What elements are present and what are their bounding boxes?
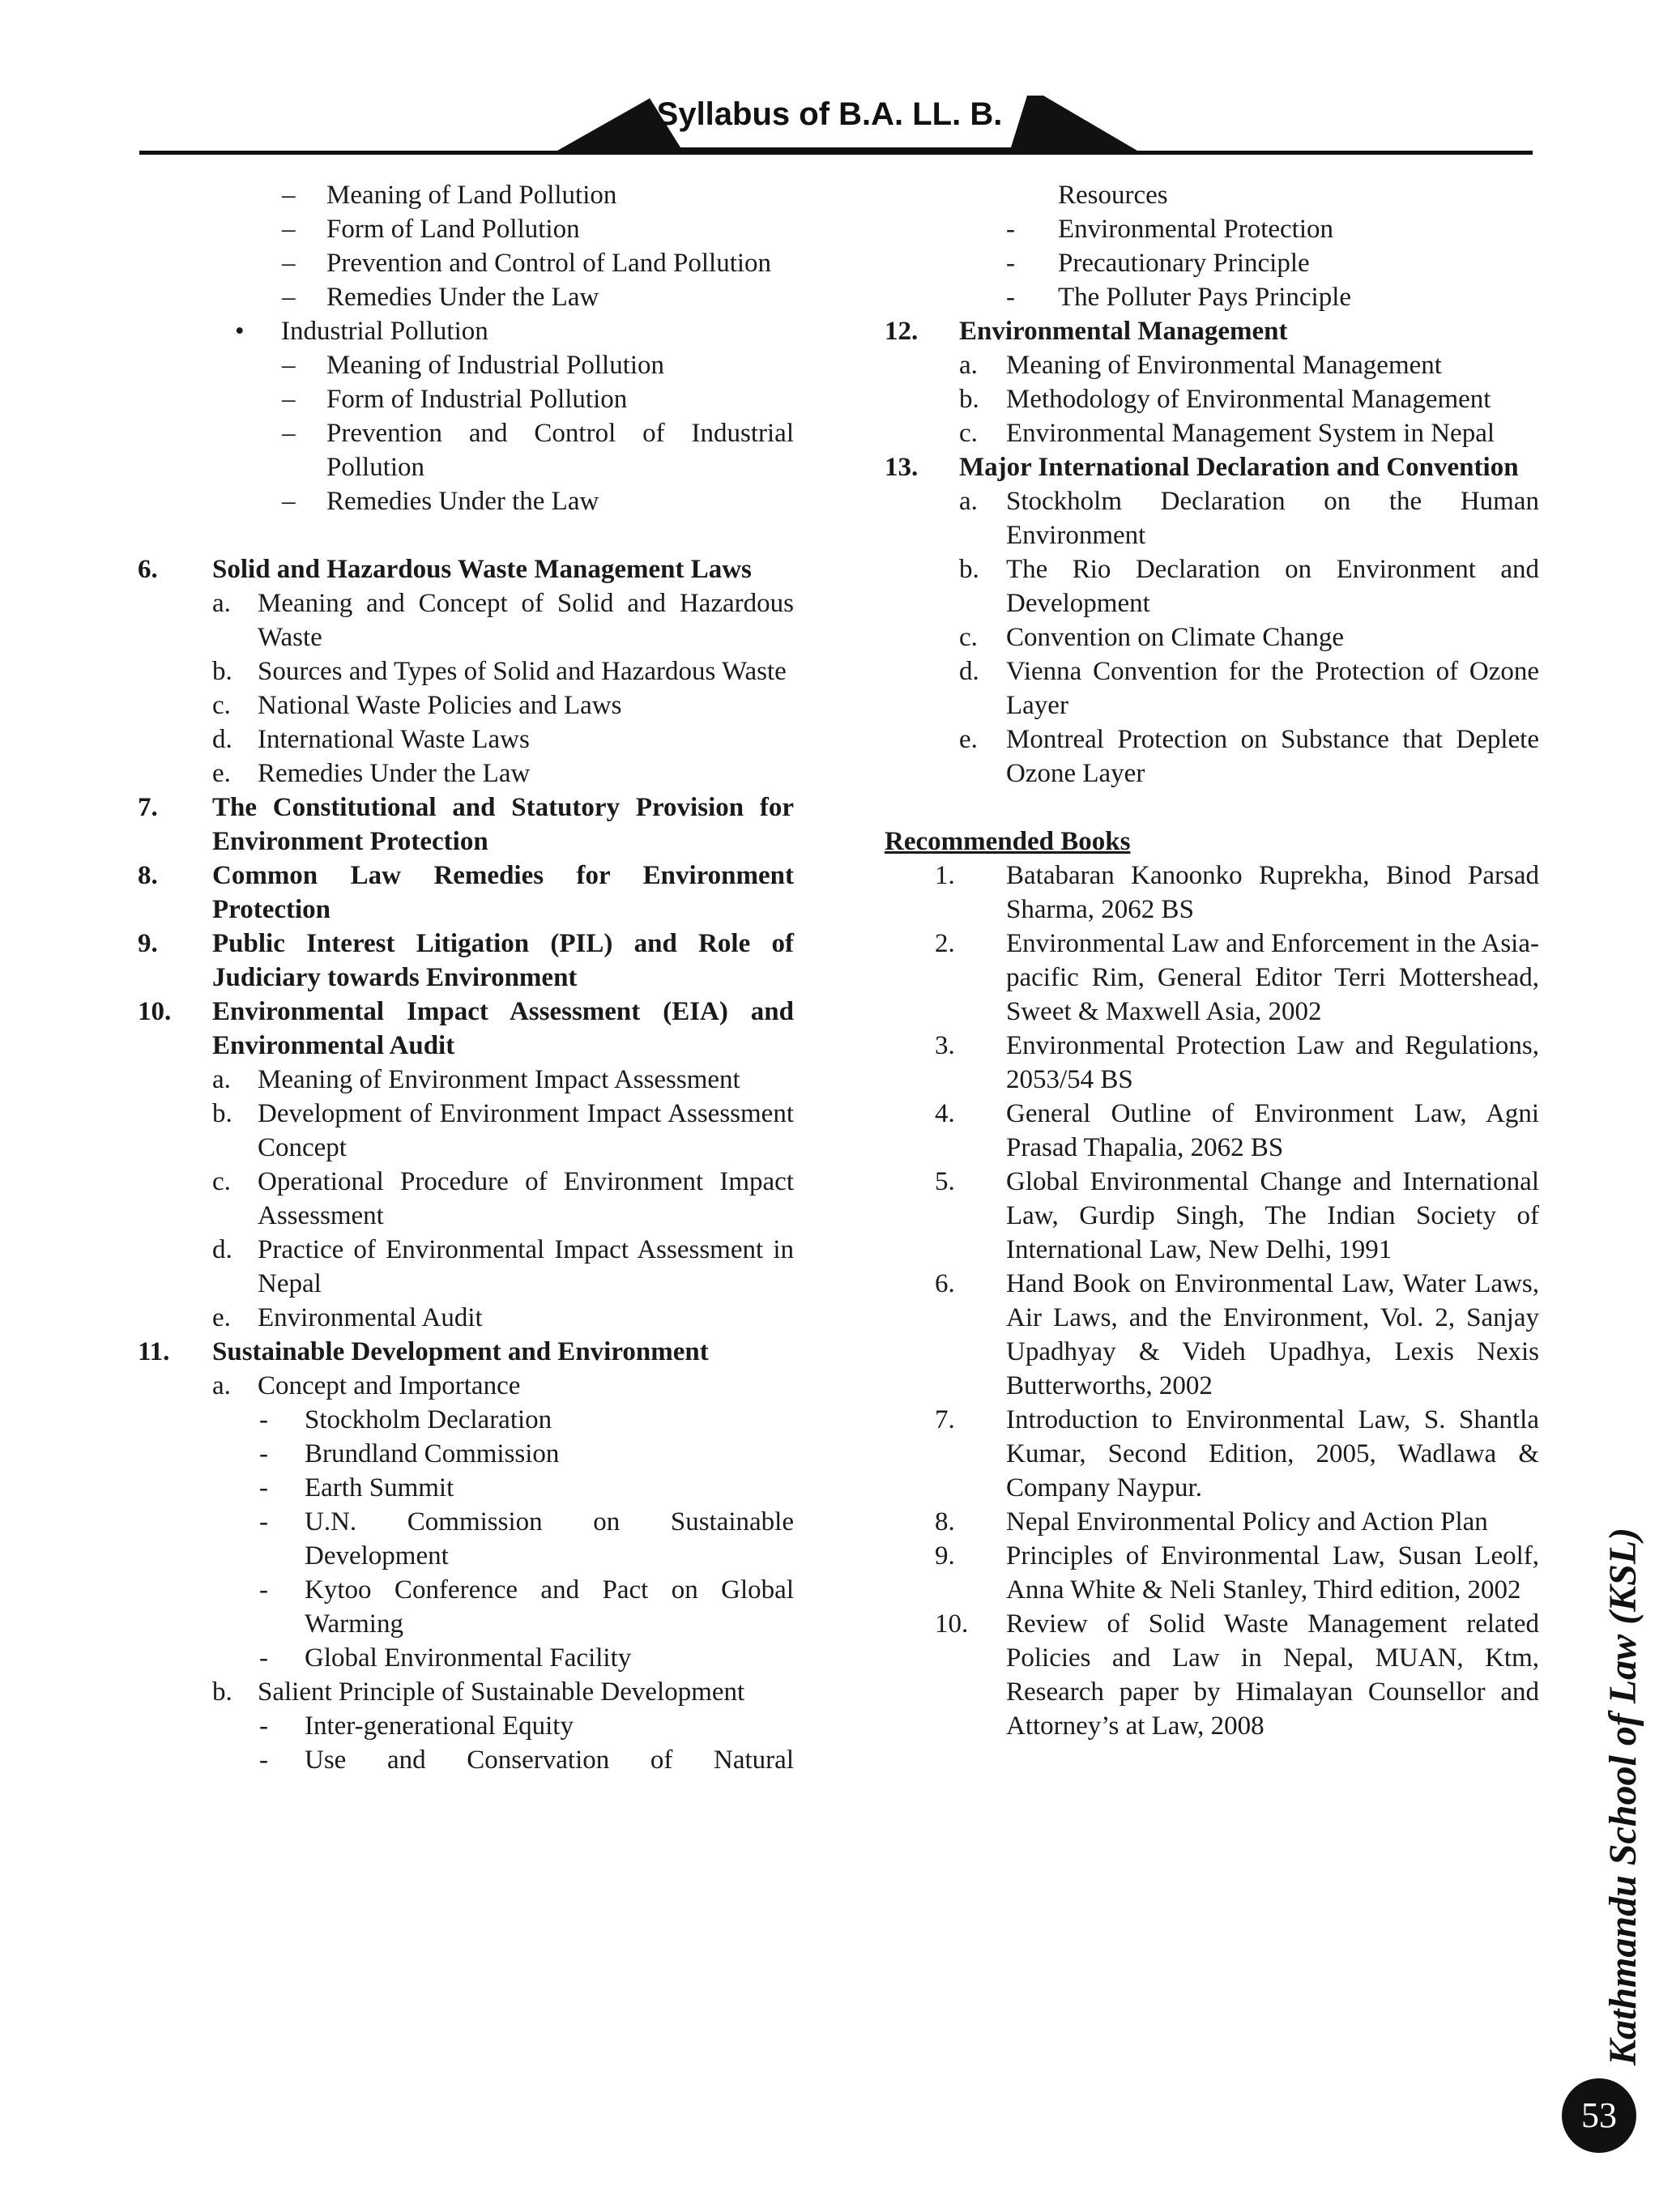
header-banner bbox=[0, 0, 1659, 162]
list-item: - Earth Summit bbox=[259, 1473, 454, 1502]
bullet-icon: • bbox=[235, 317, 245, 346]
list-item: b. Salient Principle of Sustainable Development bbox=[212, 1677, 745, 1707]
book-item: 1. Batabaran Kanoonko Ruprekha, Binod Parsad Sharma, 2062 BS bbox=[935, 861, 1539, 924]
section-heading: 8. Common Law Remedies for Environment Protection bbox=[138, 861, 794, 924]
list-item: - Kytoo Conference and Pact on Global Warming bbox=[259, 1575, 794, 1639]
list-item: a. Meaning of Environment Impact Assessment bbox=[212, 1065, 740, 1094]
list-item: – Meaning of Land Pollution bbox=[282, 181, 617, 210]
book-item: 9. Principles of Environmental Law, Susan Leolf, Anna White & Neli Stanley, Third edition, 2002 bbox=[935, 1541, 1539, 1605]
book-item: 8. Nepal Environmental Policy and Action Plan bbox=[935, 1507, 1488, 1536]
list-item: - Precautionary Principle bbox=[1006, 249, 1310, 278]
book-item: 5. Global Environmental Change and International Law, Gurdip Singh, The Indian Society of International Law, New Delhi, 1991 bbox=[935, 1167, 1539, 1264]
book-item: 7. Introduction to Environmental Law, S. Shantla Kumar, Second Edition, 2005, Wadlawa & Company Naypur. bbox=[935, 1405, 1539, 1502]
list-item: a. Concept and Importance bbox=[212, 1371, 521, 1400]
list-item: b. Methodology of Environmental Management bbox=[959, 385, 1491, 414]
list-item: a. Meaning and Concept of Solid and Hazardous Waste bbox=[212, 589, 794, 652]
page-number-badge: 53 bbox=[1562, 2078, 1636, 2153]
list-item: – Form of Industrial Pollution bbox=[282, 385, 628, 414]
section-heading: 7. The Constitutional and Statutory Provision for Environment Protection bbox=[138, 793, 794, 856]
book-item: 6. Hand Book on Environmental Law, Water Laws, Air Laws, and the Environment, Vol. 2, Sanjay Upadhyay & Videh Upadhya, Lexis Nexis Butterworths, 2002 bbox=[935, 1269, 1539, 1400]
list-item: a. Meaning of Environmental Management bbox=[959, 351, 1442, 380]
list-item: - The Polluter Pays Principle bbox=[1006, 283, 1352, 312]
list-item: e. Remedies Under the Law bbox=[212, 759, 531, 788]
list-item: - Use and Conservation of Natural bbox=[259, 1745, 794, 1775]
list-item: c. National Waste Policies and Laws bbox=[212, 691, 622, 720]
list-item: a. Stockholm Declaration on the Human Environment bbox=[959, 487, 1539, 550]
list-item: - Brundland Commission bbox=[259, 1439, 560, 1468]
list-item: - U.N. Commission on Sustainable Development bbox=[259, 1507, 794, 1571]
left-column bbox=[138, 178, 794, 1777]
page-header-title: Syllabus of B.A. LL. B. bbox=[656, 96, 1003, 132]
list-item: - Global Environmental Facility bbox=[259, 1643, 632, 1673]
section-heading: 6. Solid and Hazardous Waste Management Laws bbox=[138, 555, 752, 584]
list-item: – Remedies Under the Law bbox=[282, 487, 599, 516]
list-item: - Stockholm Declaration bbox=[259, 1405, 552, 1434]
list-item: • Industrial Pollution bbox=[138, 314, 794, 348]
list-item: b. Sources and Types of Solid and Hazardous Waste bbox=[212, 657, 787, 686]
list-item: b. Development of Environment Impact Assessment Concept bbox=[212, 1099, 794, 1162]
book-item: 2. Environmental Law and Enforcement in the Asia-pacific Rim, General Editor Terri Mottershead, Sweet & Maxwell Asia, 2002 bbox=[935, 929, 1539, 1026]
list-item: c. Convention on Climate Change bbox=[959, 623, 1345, 652]
list-item: – Prevention and Control of Industrial Pollution bbox=[282, 419, 794, 482]
list-item: c. Operational Procedure of Environment Impact Assessment bbox=[212, 1167, 794, 1230]
list-item: e. Environmental Audit bbox=[212, 1303, 483, 1332]
list-item: - Inter-generational Equity bbox=[259, 1711, 574, 1741]
book-item: 10. Review of Solid Waste Management related Policies and Law in Nepal, MUAN, Ktm, Research paper by Himalayan Counsellor and Attorney’s at Law, 2008 bbox=[935, 1609, 1539, 1741]
list-item: – Meaning of Industrial Pollution bbox=[282, 351, 665, 380]
list-item-continued: Resources bbox=[1058, 181, 1168, 210]
list-item: – Form of Land Pollution bbox=[282, 215, 580, 244]
book-item: 3. Environmental Protection Law and Regulations, 2053/54 BS bbox=[935, 1031, 1539, 1094]
right-column bbox=[885, 178, 1539, 1743]
section-heading: 13. Major International Declaration and Convention bbox=[885, 453, 1519, 482]
list-item: e. Montreal Protection on Substance that Deplete Ozone Layer bbox=[959, 725, 1539, 788]
book-item: 4. General Outline of Environment Law, Agni Prasad Thapalia, 2062 BS bbox=[935, 1099, 1539, 1162]
list-item: – Prevention and Control of Land Pollution bbox=[282, 249, 772, 278]
list-item: - Environmental Protection bbox=[1006, 215, 1334, 244]
list-item: d. Vienna Convention for the Protection of Ozone Layer bbox=[959, 657, 1539, 720]
list-item: c. Environmental Management System in Nepal bbox=[959, 419, 1495, 448]
section-heading: 10. Environmental Impact Assessment (EIA) and Environmental Audit bbox=[138, 997, 794, 1060]
section-heading: 9. Public Interest Litigation (PIL) and Role of Judiciary towards Environment bbox=[138, 929, 794, 992]
side-banner-school-name: Kathmandu School of Law (KSL) bbox=[1601, 1527, 1644, 2065]
recommended-books-heading: Recommended Books bbox=[885, 827, 1131, 856]
section-heading: 11. Sustainable Development and Environment bbox=[138, 1337, 709, 1366]
list-item: – Remedies Under the Law bbox=[282, 283, 599, 312]
list-item: d. International Waste Laws bbox=[212, 725, 530, 754]
list-item: d. Practice of Environmental Impact Assessment in Nepal bbox=[212, 1235, 794, 1298]
section-heading: 12. Environmental Management bbox=[885, 317, 1288, 346]
list-item: b. The Rio Declaration on Environment and Development bbox=[959, 555, 1539, 618]
